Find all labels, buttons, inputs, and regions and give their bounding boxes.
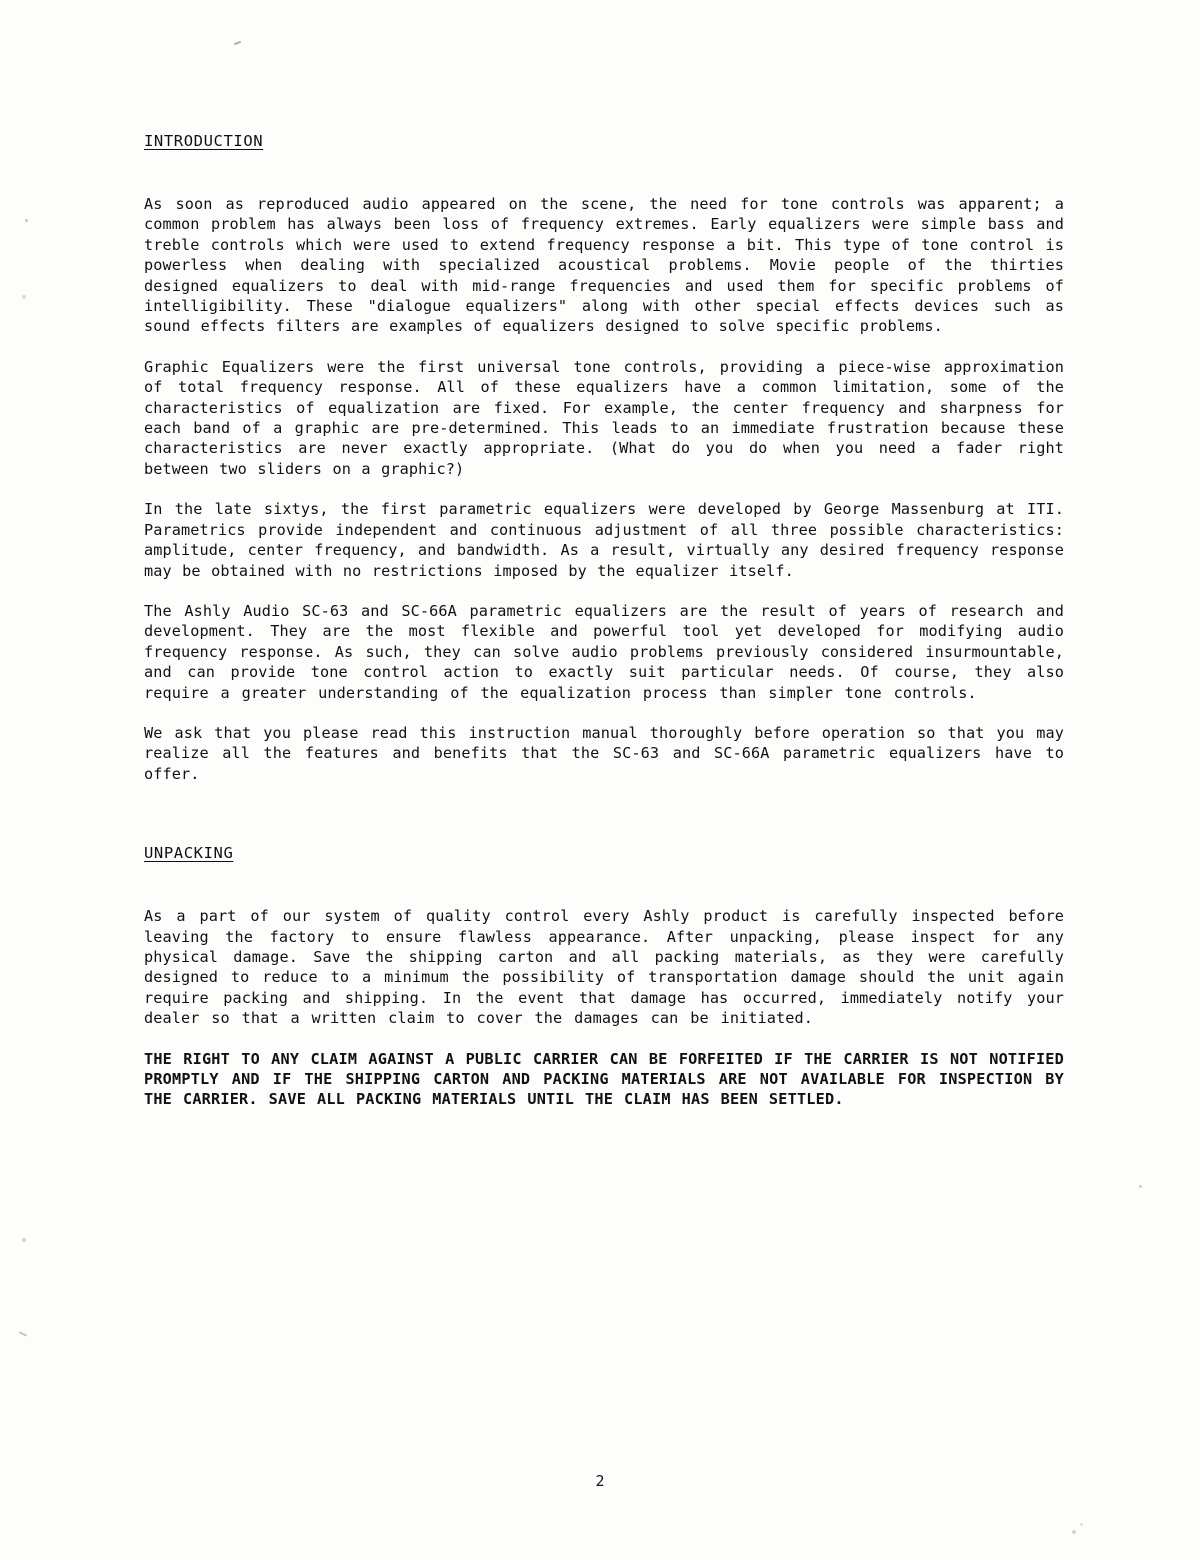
paragraph: We ask that you please read this instruction manual thoroughly before operation so that you may realize all the features and benefits that the SC-63 and SC-66A parametric equalizers have to offer. bbox=[144, 723, 1064, 783]
paragraph: The Ashly Audio SC-63 and SC-66A parametric equalizers are the result of years of research and development. They are the most flexible and powerful tool yet developed for modifying audio frequency response. As such, they can solve audio problems previously considered insurmountable, and can provide tone control action to exactly suit particular needs. Of course, they also require a greater understanding of the equalization process than simpler tone controls. bbox=[144, 601, 1064, 702]
scan-artifact bbox=[234, 41, 241, 45]
scan-artifact bbox=[19, 1331, 27, 1336]
document-body bbox=[144, 132, 1064, 1110]
scan-artifact bbox=[1139, 1185, 1142, 1188]
paragraph: Graphic Equalizers were the first universal tone controls, providing a piece-wise approximation of total frequency response. All of these equalizers have a common limitation, some of the characteristics of equalization are fixed. For example, the center frequency and sharpness for each band of a graphic are pre-determined. This leads to an immediate frustration because these characteristics are never exactly appropriate. (What do you do when you need a fader right between two sliders on a graphic?) bbox=[144, 357, 1064, 478]
scan-artifact bbox=[22, 295, 26, 299]
page-number: 2 bbox=[595, 1472, 605, 1490]
paragraph: In the late sixtys, the first parametric equalizers were developed by George Massenburg at ITI. Parametrics provide independent and continuous adjustment of all three possible characteristics: amplitude, center frequency, and bandwidth. As a result, virtually any desired frequency response may be obtained with no restrictions imposed by the equalizer itself. bbox=[144, 500, 1064, 580]
scan-artifact bbox=[25, 219, 28, 222]
emphasis-paragraph: THE RIGHT TO ANY CLAIM AGAINST A PUBLIC CARRIER CAN BE FORFEITED IF THE CARRIER IS NOT NOTIFIED PROMPTLY AND IF THE SHIPPING CARTON AND PACKING MATERIALS ARE NOT AVAILABLE FOR INSPECTION BY THE CARRIER. SAVE ALL PACKING MATERIALS UNTIL THE CLAIM HAS BEEN SETTLED. bbox=[144, 1049, 1064, 1109]
section-heading-unpacking: UNPACKING bbox=[144, 844, 234, 863]
paragraph: As a part of our system of quality control every Ashly product is carefully inspected before leaving the factory to ensure flawless appearance. After unpacking, please inspect for any physical damage. Save the shipping carton and all packing materials, as they were carefully designed to reduce to a minimum the possibility of transportation damage should the unit again require packing and shipping. In the event that damage has occurred, immediately notify your dealer so that a written claim to cover the damages can be initiated. bbox=[144, 907, 1064, 1028]
scan-artifact bbox=[1072, 1530, 1076, 1534]
scan-artifact bbox=[22, 1238, 26, 1242]
section-heading-introduction: INTRODUCTION bbox=[144, 132, 264, 150]
scan-artifact bbox=[1080, 1523, 1083, 1526]
paragraph: As soon as reproduced audio appeared on the scene, the need for tone controls was apparent; a common problem has always been loss of frequency extremes. Early equalizers were simple bass and treble controls which were used to extend frequency response a bit. This type of tone control is powerless when dealing with specialized acoustical problems. Movie people of the thirties designed equalizers to deal with mid-range frequencies and used them for specific problems of intelligibility. These "dialogue equalizers" along with other special effects devices such as sound effects filters are examples of equalizers designed to solve specific problems. bbox=[144, 195, 1064, 336]
